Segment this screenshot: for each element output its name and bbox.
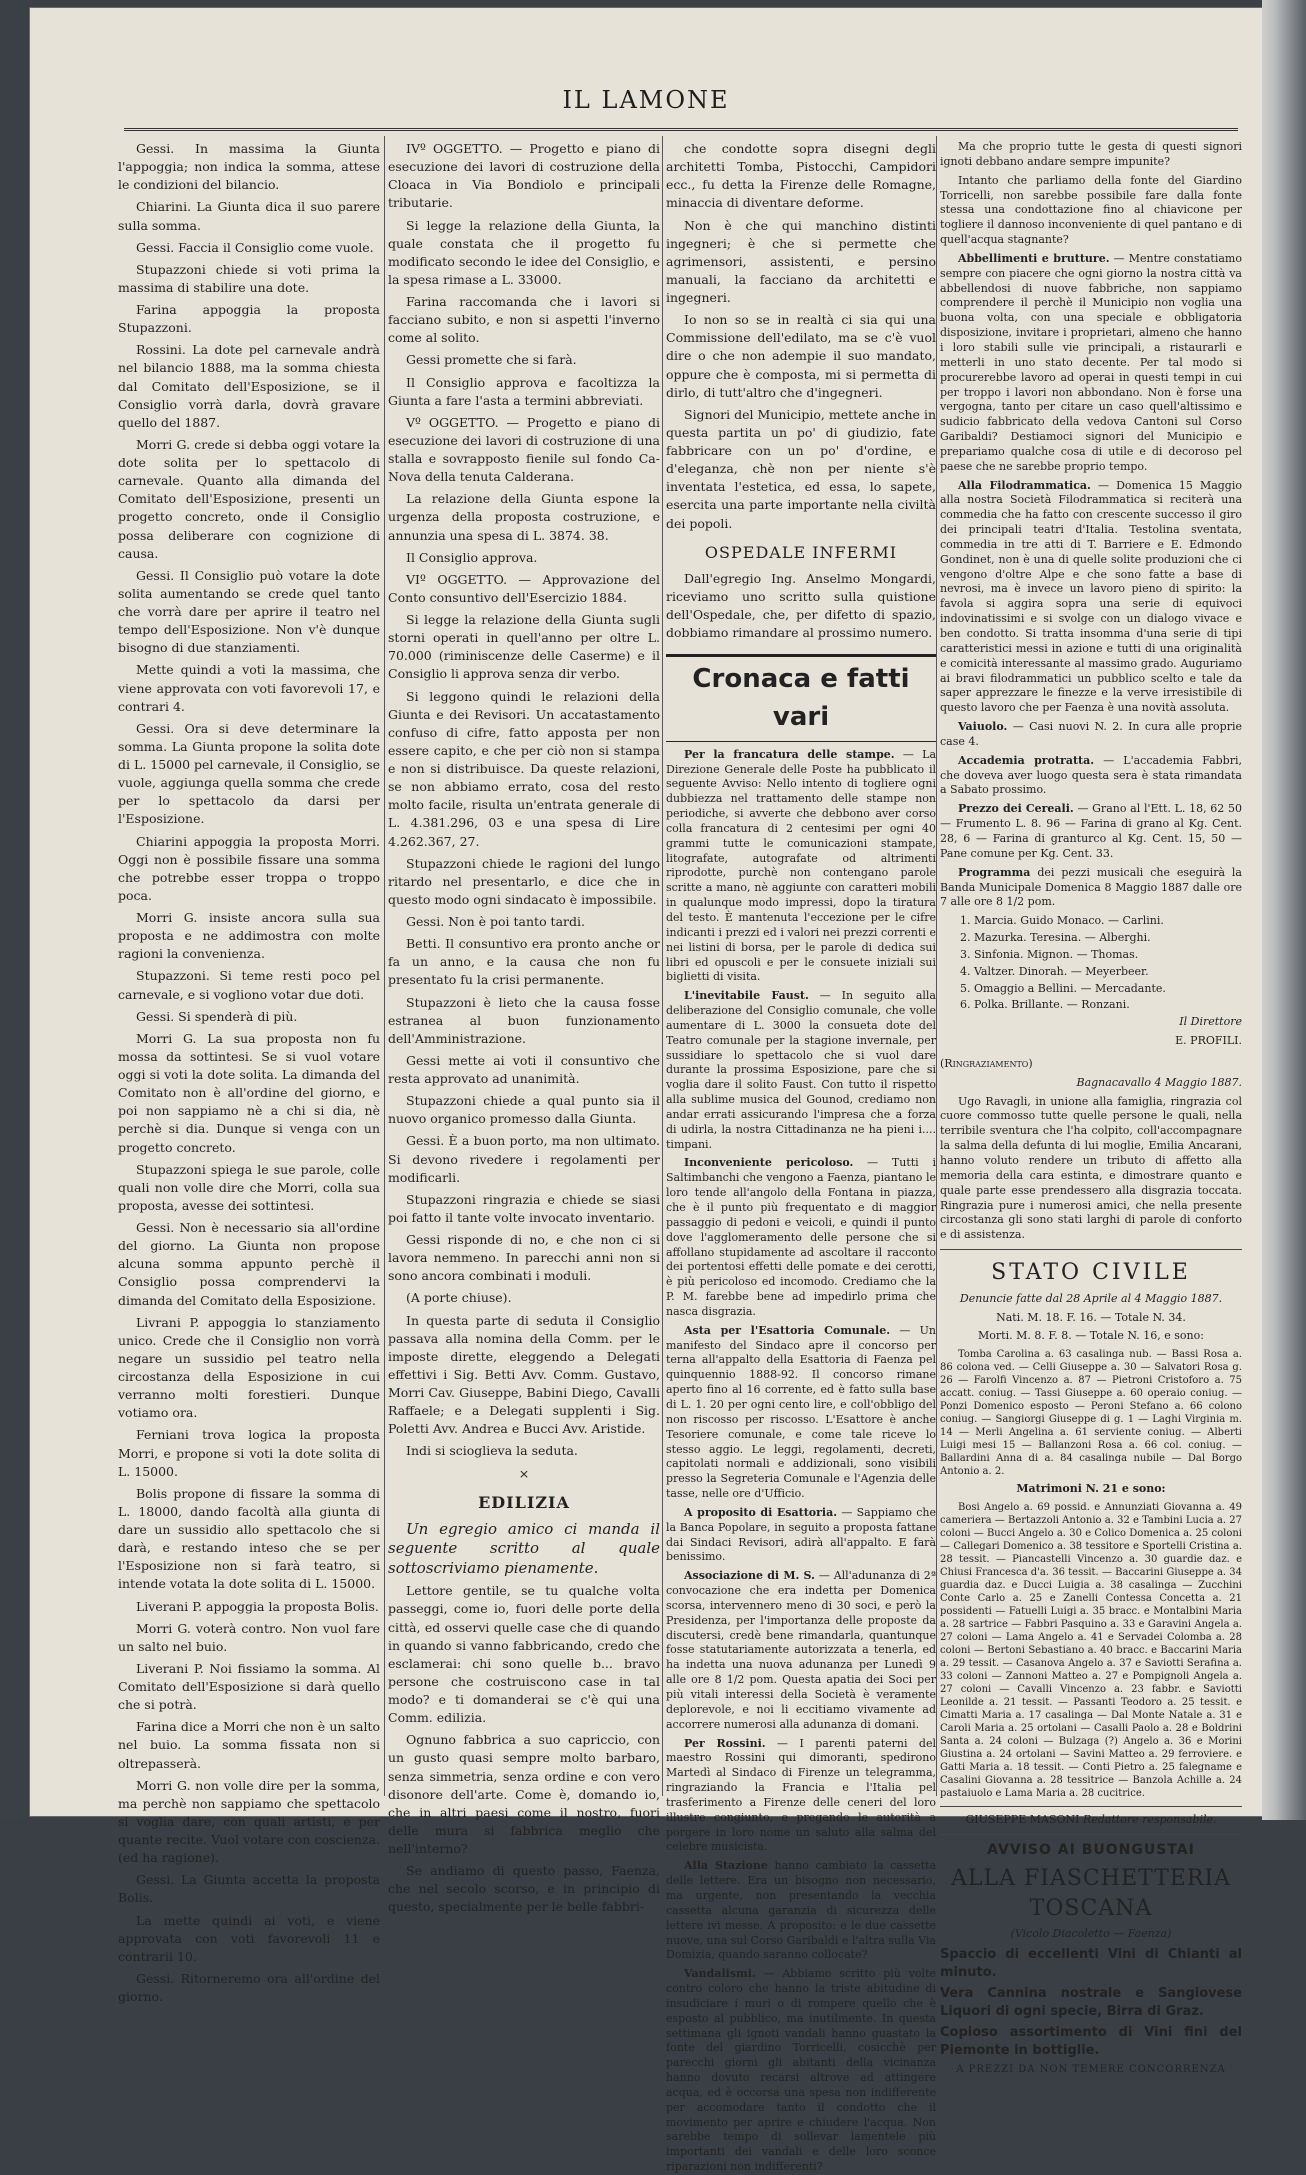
ad-title: AVVISO AI BUONGUSTAI	[987, 1841, 1195, 1858]
ringraziamento-head: (Ringraziamento)	[940, 1056, 1033, 1070]
paragraph: Gessi. Si spenderà di più.	[136, 1008, 298, 1024]
news-item	[940, 866, 1242, 911]
paragraph: (A porte chiuse).	[406, 1290, 512, 1306]
ospedale-title: OSPEDALE INFERMI	[704, 542, 898, 562]
nati-line: Nati. M. 18. F. 16. — Totale N. 34.	[996, 1310, 1186, 1324]
director-name: E. PROFILI.	[1175, 1034, 1242, 1048]
paragraph: che condotte sopra disegni degli architetti Tomba, Pistocchi, Campidori ecc., fu detta la Firenze delle Romagne, minaccia di diventare deforme.	[666, 141, 936, 211]
director-label: Il Direttore	[1179, 1015, 1242, 1029]
column-divider	[662, 136, 663, 1796]
paragraph: Gessi risponde di no, e che non ci si lavora nemmeno. In parecchi anni non si sono ancora combinati i moduli.	[388, 1232, 660, 1284]
paragraph: Morri G. voterà contro. Non vuol fare un salto nel buio.	[118, 1620, 380, 1654]
program-entry: 5. Omaggio a Bellini. — Mercadante.	[960, 981, 1166, 995]
news-item-text: — I parenti paterni del maestro Rossini qui dimoranti, spedirono Martedì al Sindaco di Firenze un telegramma, ringraziando la Francia e l'Italia pel trasferimento a Firenze delle ceneri del loro illustre congiunto, e pregando le autorità a porgere in loro nome un saluto alla salma del celebre musicista.	[666, 1736, 936, 1854]
ad-line: Vera Cannina nostrale e Sangiovese Liquori di ogni specie, Birra di Graz.	[940, 1986, 1242, 2019]
news-item-heading: Vaiuolo.	[958, 720, 1008, 734]
edilizia-intro: Un egregio amico ci manda il seguente scritto al quale sottoscriviamo pienamente.	[388, 1519, 660, 1577]
news-item-text: — Mentre constatiamo sempre con piacere che ogni giorno la nostra città va abbellendosi di nuove fabbriche, non sappiamo comprendere il perchè il Municipio non voglia una buona volta, con una speciale e obbligatoria disposizione, invitare i proprietari, almeno che hanno i loro stabili sulle vie principali, a ristaurarli e metterli in uno stato decente. Per tal modo si procurerebbe lavoro ad operai in questi tempi in cui per troppo i lavori non abbondano. Non è forse una vergogna, tanto per citare un caso quell'altissimo e sudicio fabbricato della vedova Cantoni sul Corso Garibaldi? Destiamoci signori del Municipio e prepariamo qualche cosa di utile e di decoroso pel paese che ne sarebbe proprio tempo.	[940, 251, 1242, 473]
paragraph: La relazione della Giunta espone la urgenza della proposta costruzione, e annunzia una spesa di L. 3874. 38.	[388, 491, 660, 543]
paragraph: Gessi promette che si farà.	[406, 352, 577, 368]
paragraph: Liverani P. Noi fissiamo la somma. Al Comitato dell'Esposizione si darà quello che si potrà.	[118, 1660, 380, 1713]
matrimoni-list: Bosi Angelo a. 69 possid. e Annunziati Giovanna a. 49 cameriera — Bertazzoli Antonio a. 32 e Tambini Lucia a. 27 coloni — Bucci Angelo a. 30 e Colico Domenica a. 25 coloni — Callegari Domenico a. 38 tessitore e Sportelli Cristina a. 28 tessit. — Piancastelli Vincenzo a. 30 guardie daz. e Chiusi Francesca d'a. 36 tessit. — Baccarini Giuseppe a. 34 guardia daz. e Ducci Luigia a. 38 casalinga — Zucchini Conte Carlo a. 25 e Zanelli Contessa Concetta a. 21 possidenti — Fatuelli Luigi a. 35 bracc. e Montalbini Maria a. 28 sartrice — Fabbri Pasquino a. 33 e Garavini Angela a. 27 coloni — Lama Angelo a. 41 e Servadei Colomba a. 28 coloni — Bertoni Sebastiano a. 40 bracc. e Baccarini Maria a. 29 tessit. — Casanova Angelo a. 37 e Saviotti Serafina a. 33 coloni — Zannoni Matteo a. 27 e Pompignoli Angela a. 27 coloni — Cavalli Vincenzo a. 23 fabbr. e Saviotti Leonilde a. 21 tessit. — Passanti Teodoro a. 25 tessit. e Cimatti Maria a. 17 casalinga — Dal Monte Natale a. 31 e Caroli Maria a. 25 ortolani — Casalli Paolo a. 28 e Boldrini Santa a. 24 coloni — Bulzaga (?) Angelo a. 36 e Morini Giustina a. 24 ortolani — Savini Matteo a. 29 ferroviere. e Gatti Maria a. 18 tessit. — Conti Pietro a. 25 falegname e Casalini Giovanna a. 28 tessitrice — Banzola Achille a. 24 pastaiuolo e Lama Maria a. 28 cucitrice.	[940, 1502, 1242, 1800]
paragraph: Gessi mette ai voti il consuntivo che resta approvato ad unanimità.	[388, 1052, 660, 1086]
paragraph: Rossini. La dote pel carnevale andrà nel bilancio 1888, ma la somma chiesta dal Comitato dell'Esposizione, se il Consiglio vorrà darla, dovrà gravare quello del 1887.	[118, 342, 380, 430]
news-item-text: — All'adunanza di 2ª convocazione che era indetta per Domenica scorsa, intervennero meno di 30 soci, e però la Presidenza, per l'importanza delle proposte da discutersi, credè bene rimandarla, quantunque fosse statutariamente autorizzata a tenerla, ed ha indetta una nuova adunanza per Lunedì 9 alle ore 8 1/2 pom. Questa apatia dei Soci per più vitali interessi della Società è veramente deplorevole, e noi li eccitiamo vivamente ad accorrere numerosi alla adunanza di domani.	[666, 1569, 937, 1731]
paragraph: Intanto che parliamo della fonte del Giardino Torricelli, non sarebbe possibile fare dalla fonte stessa una condottazione fino al chiavicone per togliere il dannoso inconveniente di quel pantano e di quell'acqua stagnante?	[940, 173, 1242, 247]
news-item-heading: Abbellimenti e brutture.	[958, 251, 1110, 265]
morti-line: Morti. M. 8. F. 8. — Totale N. 16, e sono:	[978, 1329, 1204, 1343]
ad-footer: A PREZZI DA NON TEMERE CONCORRENZA	[956, 2064, 1226, 2076]
paragraph: Si leggono quindi le relazioni della Giunta e dei Revisori. Un accatastamento confuso di cifre, fatto apposta per non essere capito, e che per ciò non si stampa e non si distribuisce. Da queste relazioni, se non abbiamo errato, cosa del resto molto facile, risulta un'entrata generale di L. 4.381.296, 03 e una spesa di Lire 4.262.367, 27.	[388, 688, 660, 849]
paragraph: Gessi. Ora si deve determinare la somma. La Giunta propone la solita dote di L. 15000 pel carnevale, il Consiglio, se vuole, aggiunga quella somma che crede per lo spettacolo da darsi per l'Esposizione.	[118, 720, 380, 827]
divider	[940, 1806, 1242, 1807]
program-entry: 2. Mazurka. Teresina. — Alberghi.	[960, 931, 1151, 945]
news-item-heading: Inconveniente pericoloso.	[684, 1156, 854, 1170]
news-item	[940, 252, 1242, 475]
column-1	[118, 140, 380, 2004]
paragraph: Ferniani trova logica la proposta Morri, e propone si voti la dote solita di L. 15000.	[118, 1427, 380, 1479]
news-item	[666, 1569, 936, 1732]
news-item-heading: A proposito di Esattoria.	[684, 1505, 838, 1519]
paragraph: Bolis propone di fissare la somma di L. 18000, dando facoltà alla giunta di dare un sussidio allo spettacolo che si darà, e restando inteso che se per l'Esposizione non si farà teatro, si intende votata la dote solita di L. 15000.	[118, 1485, 380, 1592]
paragraph: In questa parte di seduta il Consiglio passava alla nomina della Comm. per le imposte dirette, eleggendo a Delegati effettivi i Sig. Betti Avv. Comm. Gustavo, Morri Cav. Giuseppe, Babini Diego, Cavalli Raffaele; e a Delegati supplenti i Sig. Poletti Avv. Andrea e Bucci Avv. Aristide.	[388, 1312, 660, 1437]
news-item-text: — La Direzione Generale delle Poste ha pubblicato il seguente Avviso: Nello intento di togliere ogni dubbiezza nel trattamento delle stampe non periodiche, si avverte che debbono aver corso colla francatura di 2 centesimi per ogni 40 grammi tutte le comunicazioni stampate, litografate, autografate od altrimenti riprodotte, purchè non contengano parole scritte a mano, nè aggiunte con caratteri mobili in qualunque modo impressi, dopo la tiratura del testo. È mantenuta l'eccezione per le cifre indicanti i prezzi ed i valori nei prezzi correnti e nei listini di borsa, per le parole di dedica sui libri ed opuscoli e per le consuete iniziali sui biglietti di visita.	[666, 747, 937, 984]
news-item-text: dei pezzi musicali che eseguirà la Banda Municipale Domenica 8 Maggio 1887 dalle ore 7 alle ore 8 1/2 pom.	[940, 865, 1242, 909]
news-item-heading: Alla Filodrammatica.	[958, 478, 1091, 492]
paragraph: Morri G. La sua proposta non fu mossa da sottintesi. Se si vuol votare oggi si voti la dote solita. La dimanda del Comitato non è all'ordine del giorno, e poi non sappiamo nè a chi si dia, nè perchè si dia. Dunque si venga con un progetto concreto.	[118, 1030, 380, 1155]
ad-line: Spaccio di eccellenti Vini di Chianti al minuto.	[940, 1947, 1242, 1980]
paragraph: Signori del Municipio, mettete anche in questa partita un po' di giudizio, fate fabbricare con un po' d'ordine, e d'eleganza, chè non per niente s'è inventata l'estetica, ed essa, lo sapete, esercita una parte importante nella civiltà dei popoli.	[666, 406, 936, 531]
news-item-heading: L'inevitabile Faust.	[684, 989, 809, 1003]
news-item	[666, 989, 936, 1152]
responsabile	[940, 1813, 1242, 1828]
news-item-text: — Abbiamo scritto più volte contro coloro che hanno la triste abitudine di insudiciare i muri o di rompere quello che è esposto al pubblico, ma inutilmente. In questa settimana gli ignoti vandali hanno guastato la fonte del giardino Torricelli, cosicchè per parecchi giorni gli abitanti della vicinanza hanno dovuto recarsi altrove ad attingere acqua, ed è occorsa una spesa non indifferente per accomodare tanto il condotto che il movimento per aprire e chiudere l'acqua. Non sarebbe tempo di sollevar lamentele più importanti dei vandali e delle loro sconce riparazioni non indifferenti?	[666, 1967, 936, 2174]
paragraph: Stupazzoni è lieto che la causa fosse estranea al buon funzionamento dell'Amministrazione.	[388, 994, 660, 1046]
column-divider	[936, 136, 937, 1796]
news-item-heading: Asta per l'Esattoria Comunale.	[684, 1323, 891, 1337]
paragraph: Stupazzoni chiede si voti prima la massima di stabilire una dote.	[118, 261, 380, 295]
paragraph: Stupazzoni. Si teme resti poco pel carnevale, e si vogliono votar due doti.	[118, 968, 380, 1002]
ringraziamento-text: Ugo Ravagli, in unione alla famiglia, ringrazia col cuore commosso tutte quelle persone le quali, nella terribile sventura che l'ha colpito, coll'accompagnare la salma della defunta di lui moglie, Emilia Ancarani, hanno voluto rendere un tributo di affetto alla memoria della cara estinta, e dimostrare quanto e quale parte esse prendessero alla disgrazia toccata. Ringrazia pure i numerosi amici, che nella presente circostanza gli sono stati larghi di parole di conforto e di assistenza.	[940, 1094, 1242, 1242]
matrimoni-line: Matrimoni N. 21 e sono:	[1016, 1482, 1166, 1496]
paragraph: Gessi. Non è poi tanto tardi.	[406, 914, 585, 929]
edilizia-paragraph: Se andiamo di questo passo, Faenza, che nel secolo scorso, e in principio di questo, specialmente per le belle fabbri-	[388, 1863, 660, 1915]
paragraph: Gessi. Non è necessario sia all'ordine del giorno. La Giunta non propose alcuna somma appunto perchè il Consiglio possa comprendervi la dimanda del Comitato della Esposizione.	[118, 1220, 380, 1308]
news-item-text: — Casi nuovi N. 2. In cura alle proprie case 4.	[940, 720, 1242, 748]
header-rule	[124, 128, 1238, 131]
divider	[940, 1834, 1242, 1835]
news-item-text: — Domenica 15 Maggio alla nostra Società Filodrammatica si reciterà una commedia che ha fatto con crescente successo il giro dei principali teatri d'Italia. Testolina sventata, commedia in tre atti di T. Barriere e E. Edmondo Gondinet, non è una di quelle solite produzioni che ci vengono d'oltre Alpe e che sono fatte a base di nevrosi, ma è invece un lavoro pieno di spirito: la favola si aggira sopra una serie di equivoci indovinatissimi e si svolge con un dialogo vivace e ben condotto. Si tratta insomma d'una serie di tipi caratteristici messi in azione e tutti di una originalità e comicità interessante al massimo grado. Auguriamo ai bravi filodrammatici un pubblico scelto e tale da saper apprezzare le finezze e la verve irresistibile di questo lavoro che per Faenza è una novità assoluta.	[940, 478, 1242, 715]
program-entry: 1. Marcia. Guido Monaco. — Carlini.	[960, 914, 1164, 928]
program-entry: 6. Polka. Brillante. — Ronzani.	[960, 998, 1130, 1012]
news-item-heading: Prezzo dei Cereali.	[958, 802, 1074, 816]
paragraph: Vº OGGETTO. — Progetto e piano di esecuzione dei lavori di costruzione di una stalla e sovrapposto fienile sul fondo Ca-Nova della tenuta Calderana.	[388, 414, 660, 485]
news-item	[666, 748, 936, 986]
news-item-heading: Per la francatura delle stampe.	[684, 747, 895, 761]
news-item-heading: Accademia protratta.	[958, 753, 1095, 767]
paragraph: Si legge la relazione della Giunta, la quale constata che il progetto fu modificato secondo le idee del Consiglio, e la spesa rimase a L. 33000.	[388, 217, 660, 287]
news-item-heading: Alla Stazione	[684, 1859, 768, 1873]
paragraph: Mette quindi a voti la massima, che viene approvata con voti favorevoli 17, e contrari 4.	[118, 662, 380, 714]
news-item	[940, 754, 1242, 799]
paragraph: Io non so se in realtà ci sia qui una Commissione dell'edilato, ma se c'è vuol dire o che non adempie il suo mandato, oppure che è composta, mi si permetta di dirlo, di tutt'altro che d'ingegneri.	[666, 312, 936, 400]
program-entry: 4. Valtzer. Dinorah. — Meyerbeer.	[960, 964, 1149, 978]
paragraph: Ma che proprio tutte le gesta di questi signori ignoti debbano andare sempre impunite?	[940, 140, 1242, 168]
responsabile-name: GIUSEPPE MASONI	[965, 1813, 1080, 1827]
paragraph: Stupazzoni ringrazia e chiede se siasi poi fatto il tante volte invocato inventario.	[388, 1191, 660, 1225]
edilizia-title: EDILIZIA	[478, 1492, 570, 1512]
column-divider	[384, 136, 385, 1796]
paragraph: Farina raccomanda che i lavori si facciano subito, e non si aspetti l'inverno come al solito.	[388, 294, 660, 346]
column-2	[388, 140, 660, 1915]
stato-civile-title: STATO CIVILE	[991, 1260, 1191, 1286]
column-4	[940, 140, 1242, 2076]
paragraph: Farina dice a Morri che non è un salto nel buio. La somma fissata non si oltrepasserà.	[118, 1719, 380, 1771]
masthead: IL LAMONE	[562, 86, 730, 114]
paragraph: Gessi. Ritorneremo ora all'ordine del giorno.	[118, 1970, 380, 2004]
paragraph: Non è che qui manchino distinti ingegneri; è che si permette che agrimensori, assistenti, e persino manuali, la facciano da architetti e ingegneri.	[666, 217, 936, 305]
cronaca-title: Cronaca e fatti vari	[666, 654, 936, 741]
paragraph: VIº OGGETTO. — Approvazione del Conto consuntivo dell'Esercizio 1884.	[388, 571, 660, 605]
divider	[940, 1249, 1242, 1250]
news-item-text: — L'accademia Fabbri, che doveva aver luogo questa sera è stata rimandata a Sabato prossimo.	[940, 753, 1242, 797]
news-item	[666, 1506, 936, 1565]
news-item-heading: Programma	[958, 865, 1031, 879]
paragraph: Indi si scioglieva la seduta.	[406, 1443, 578, 1459]
paragraph: Betti. Il consuntivo era pronto anche or fa un anno, e la causa che non fu presentato fu la crisi permanente.	[388, 936, 660, 988]
paragraph: Gessi. Faccia il Consiglio come vuole.	[136, 239, 374, 255]
paragraph: Gessi. La Giunta accetta la proposta Bolis.	[118, 1872, 380, 1906]
news-item	[666, 1967, 936, 2175]
ospedale-text: Dall'egregio Ing. Anselmo Mongardi, riceviamo uno scritto sulla quistione dell'Ospedale, che, per difetto di spazio, dobbiamo rimandare al prossimo numero.	[666, 570, 936, 641]
paragraph: Stupazzoni chiede a qual punto sia il nuovo organico promesso dalla Giunta.	[388, 1093, 660, 1127]
news-item	[666, 1859, 936, 1963]
stato-civile-subtitle: Denuncie fatte dal 28 Aprile al 4 Maggio 1887.	[959, 1291, 1223, 1305]
paragraph: Stupazzoni spiega le sue parole, colle quali non volle dire che Morri, colla sua proposta, avesse dei sottintesi.	[118, 1161, 380, 1213]
edilizia-paragraph: Lettore gentile, se tu qualche volta passeggi, come io, fuori delle porte della città, ed osservi quelle case che di quando in quando si vanno fabbricando, credo che esclamerai: chi sono quelle b... bravo persone che costruiscono case in tal modo? e ti domanderai se c'è qui una Comm. edilizia.	[388, 1583, 660, 1726]
program-entry: 3. Sinfonia. Mignon. — Thomas.	[960, 947, 1139, 961]
news-item-heading: Associazione di M. S.	[684, 1569, 815, 1583]
paragraph: Morri G. crede si debba oggi votare la dote solita per lo spettacolo di carnevale. Quanto alla dimanda del Comitato dell'Esposizione, presenti un progetto concreto, onde il Consiglio possa deliberare con cognizione di causa.	[118, 436, 380, 561]
paragraph: Morri G. non volle dire per la somma, ma perchè non sappiamo che spettacolo si voglia dare, con quali artisti, e per quante recite. Vuol votare con coscienza. (ed ha ragione).	[118, 1777, 380, 1866]
paragraph: Morri G. insiste ancora sulla sua proposta e ne addimostra con molte ragioni la convenienza.	[118, 910, 380, 962]
edilizia-paragraph: Ognuno fabbrica a suo capriccio, con un gusto quasi sempre molto barbaro, senza simmetria, senza ordine e con vero disonore dell'arte. Come è, domando io, che in altri paesi come il nostro, fuori delle mura si fabbrica meglio che nell'interno?	[388, 1732, 660, 1857]
news-item-text: — Sappiamo che la Banca Popolare, in seguito a proposta fattane dai Sindaci Revisori, adirà all'appalto. E farà benissimo.	[666, 1505, 937, 1564]
ad-line: Copioso assortimento di Vini fini del Piemonte in bottiglie.	[940, 2025, 1242, 2058]
paragraph: IVº OGGETTO. — Progetto e piano di esecuzione dei lavori di costruzione della Cloaca in Via Bondiolo e principali tributarie.	[388, 141, 660, 211]
paragraph: Liverani P. appoggia la proposta Bolis.	[136, 1598, 379, 1614]
news-item	[666, 1156, 936, 1319]
news-item	[940, 479, 1242, 717]
responsabile-role: Redattore responsabile.	[1082, 1813, 1217, 1827]
news-item-text: — Tutti i Saltimbanchi che vengono a Faenza, piantano le loro tende all'angolo della Fontana in piazza, che è il punto più frequentato e di maggior passaggio di pedoni e veicoli, e quindi il punto dove l'agglomeramento delle persone che si affollano stupidamente ad ascoltare il racconto dei portentosi effetti delle pomate e dei cerotti, è più pericoloso ed incomodo. Crediamo che la P. M. farebbe bene ad impedirlo prima che nasca disgrazia.	[666, 1156, 937, 1318]
news-item	[940, 802, 1242, 861]
ad-address: (Vicolo Diacoletto — Faenza)	[1010, 1927, 1172, 1941]
page-edge	[1262, 0, 1306, 1820]
paragraph: Gessi. È a buon porto, ma non ultimato. Si devono rivedere i regolamenti per modificarli.	[388, 1133, 660, 1185]
paragraph: Stupazzoni chiede le ragioni del lungo ritardo nel presentarlo, e dice che in questo modo ogni sindacato è impossibile.	[388, 855, 660, 907]
paragraph: Chiarini. La Giunta dica il suo parere sulla somma.	[118, 199, 380, 233]
paragraph: Chiarini appoggia la proposta Morri. Oggi non è possibile fissare una somma che potrebbe esser troppa o troppo poca.	[118, 833, 380, 903]
section-separator: ×	[518, 1465, 530, 1481]
news-item-text: — In seguito alla deliberazione del Consiglio comunale, che volle aumentare di L. 3000 la consueta dote del Teatro comunale per la stagione invernale, per sussidiare lo spettacolo che si vuol dare durante la prossima Esposizione, pare che si voglia dare il solito Faust. Con tutto il rispetto alla sublime musica del Gounod, crediamo non andar errati assicurando l'impresa che a forza di udirla, la nostra Cittadinanza ne ha pieni i.... timpani.	[666, 989, 936, 1151]
paragraph: Livrani P. appoggia lo stanziamento unico. Crede che il Consiglio non vorrà negare un sussidio pel teatro nella circostanza della Esposizione in cui verranno molti forestieri. Dunque votiamo ora.	[118, 1314, 380, 1421]
news-item-text: — Grano al l'Ett. L. 18, 62 50 — Frumento L. 8. 96 — Farina di grano al Kg. Cent. 28, 6 — Farina di granturco al Kg. Cent. 15, 50 — Pane comune per Kg. Cent. 33.	[940, 802, 1242, 860]
paragraph: Il Consiglio approva e facoltizza la Giunta a fare l'asta a termini abbreviati.	[388, 374, 660, 408]
news-item	[666, 1737, 936, 1856]
news-item-heading: Per Rossini.	[684, 1736, 766, 1750]
news-item-text: — Un manifesto del Sindaco apre il concorso per terna all'appalto della Esattoria di Faenza pel quinquennio 1888-92. Il concorso rimane aperto fino al 16 corrente, ed è fatto sulla base di L. 1. 20 per ogni cento lire, e coll'obbligo del non riscosso per riscosso. L'Esattore è anche Tesoriere comunale, e come tale riceve lo stesso aggio. Le leggi, regolamenti, decreti, capitolati normali e addizionali, sono visibili presso la Segreteria Comunale e l'Agenzia delle tasse, nelle ore d'Ufficio.	[666, 1323, 937, 1501]
paragraph: Gessi. Il Consiglio può votare la dote solita aumentando se crede quel tanto che vorrà dare per aprire il teatro nel tempo dell'Esposizione. Non v'è dunque bisogno di due stanziamenti.	[118, 567, 380, 656]
ringraziamento-place: Bagnacavallo 4 Maggio 1887.	[1076, 1075, 1242, 1089]
morti-list: Tomba Carolina a. 63 casalinga nub. — Bassi Rosa a. 86 colona ved. — Celli Giuseppe a. 30 — Salvatori Rosa g. 26 — Farolfi Vincenzo a. 87 — Pietroni Cristoforo a. 75 accatt. coniug. — Tassi Giuseppe a. 60 operaio coniug. — Ponzi Domenico esposto — Peroni Stefano a. 66 colono coniug. — Sangiorgi Giuseppe di g. 1 — Laghi Virginia m. 14 — Merli Angelina a. 61 serviente coniug. — Alberti Luigi mesi 15 — Ballanzoni Rosa a. 66 col. coniug. — Ballardini Anna di a. 84 casalinga nubile — Dal Borgo Antonio a. 2.	[940, 1349, 1242, 1478]
news-item	[940, 720, 1242, 750]
paragraph: Gessi. In massima la Giunta l'appoggia; non indica la somma, attese le condizioni del bilancio.	[118, 141, 380, 193]
news-item	[666, 1324, 936, 1502]
ad-shop-name: ALLA FIASCHETTERIA TOSCANA	[951, 1865, 1231, 1921]
column-3	[666, 140, 937, 2174]
paragraph: Il Consiglio approva.	[406, 549, 538, 565]
paragraph: Si legge la relazione della Giunta sugli storni operati in quell'anno per oltre L. 70.000 (riminiscenze delle Caserme) e il Consiglio li approva senza dir verbo.	[388, 612, 660, 682]
paragraph: La mette quindi ai voti, e viene approvata con voti favorevoli 11 e contrarii 10.	[118, 1912, 380, 1964]
paragraph: Farina appoggia la proposta Stupazzoni.	[118, 302, 380, 336]
newspaper-sheet	[30, 8, 1262, 2174]
news-item-heading: Vandalismi.	[684, 1967, 756, 1981]
news-item-text: hanno cambiato la cassetta delle lettere. Era un bisogno non necessario, ma urgente, non presentando la vecchia cassetta alcuna garanzia di sicurezza delle lettere ivi messe. A proposito: e le due cassette nuove, una sul Corso Garibaldi e l'altra sulla Via Domizia, quando saranno collocate?	[666, 1859, 937, 1962]
